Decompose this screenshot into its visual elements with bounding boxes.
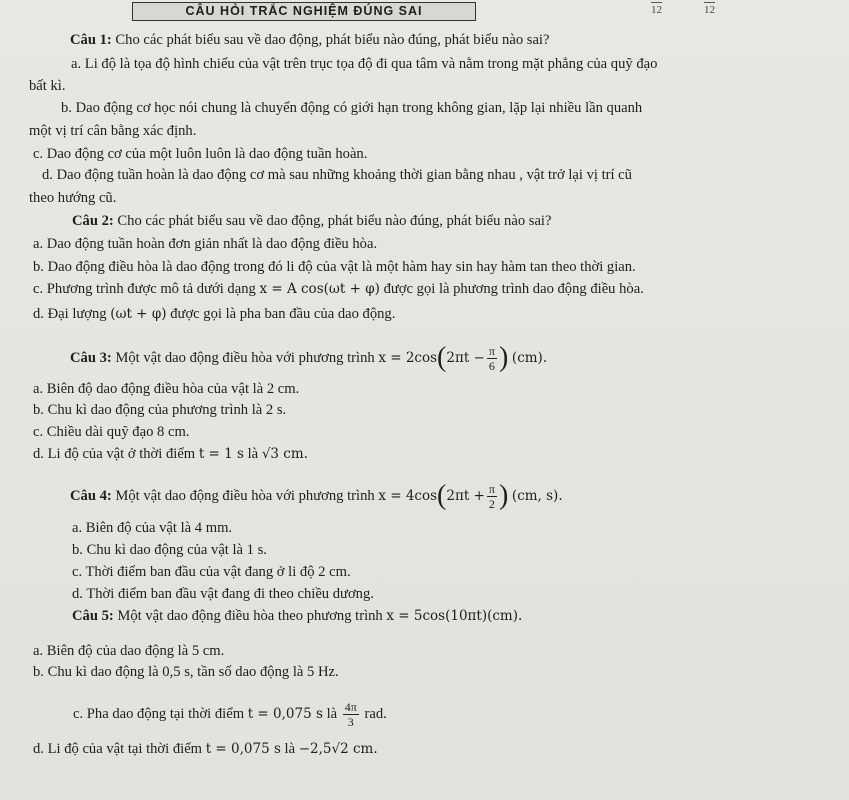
corner-mark: 12 (704, 4, 715, 16)
q2-option-a: a. Dao động tuần hoàn đơn giản nhất là dao động điều hòa. (33, 236, 378, 252)
q3-option-b: b. Chu kì dao động của phương trình là 2 s. (33, 402, 287, 418)
q4-option-a: a. Biên độ của vật là 4 mm. (72, 520, 233, 536)
formula: x = 5cos(10πt)(cm). (386, 608, 523, 624)
fraction: $\frac{\pi}{2}$ (488, 482, 495, 512)
question-4: Câu 4: Một vật dao động điều hòa với phương trình x = 4cos(2πt + $\frac{\pi}{2}$ ) (cm, s). (70, 480, 563, 512)
question-2: Câu 2: Cho các phát biểu sau về dao động, phát biểu nào đúng, phát biểu nào sai? (72, 213, 552, 229)
q4-option-c: c. Thời điểm ban đầu của vật đang ở li độ 2 cm. (72, 564, 351, 580)
q1-option-c: c. Dao động cơ của một luôn luôn là dao động tuần hoàn. (33, 146, 368, 162)
fraction: $\frac{\pi}{6}$ (488, 344, 495, 374)
question-5: Câu 5: Một vật dao động điều hòa theo phương trình x = 5cos(10πt)(cm). (72, 608, 523, 624)
formula: x = 2cos (378, 350, 438, 366)
q5-option-a: a. Biên độ của dao động là 5 cm. (33, 643, 225, 659)
q3-option-d: d. Li độ của vật ở thời điểm t = 1 s là √3 cm. (33, 446, 308, 462)
q3-option-c: c. Chiều dài quỹ đạo 8 cm. (33, 424, 190, 440)
q5-option-c: c. Pha dao động tại thời điểm t = 0,075 s là $\frac{4\pi}{3}$ rad. (73, 700, 387, 729)
q4-option-b: b. Chu kì dao động của vật là 1 s. (72, 542, 267, 558)
section-header: CÂU HỎI TRẮC NGHIỆM ĐÚNG SAI (132, 2, 476, 21)
question-3: Câu 3: Một vật dao động điều hòa với phương trình x = 2cos(2πt − $\frac{\pi}{6}$ ) (cm). (70, 342, 548, 374)
q5-option-d: d. Li độ của vật tại thời điểm t = 0,075 s là −2,5√2 cm. (33, 741, 378, 757)
q4-option-d: d. Thời điểm ban đầu vật đang đi theo chiều dương. (72, 586, 374, 602)
q5-option-b: b. Chu kì dao động là 0,5 s, tần số dao động là 5 Hz. (33, 664, 339, 680)
q1-option-a-cont: bất kì. (29, 78, 66, 94)
q1-option-a: a. Li độ là tọa độ hình chiếu của vật trên trục tọa độ đi qua tâm và nằm trong mặt phẳng của quỹ đạo (71, 56, 658, 72)
fraction: $\frac{4\pi}{3}$ (344, 700, 357, 729)
q1-option-b: b. Dao động cơ học nói chung là chuyển động có giới hạn trong không gian, lặp lại nhiều lần quanh (61, 100, 643, 116)
q2-option-c: c. Phương trình được mô tả dưới dạng x = A cos(ωt + φ) được gọi là phương trình dao động điều hòa. (33, 281, 644, 297)
corner-mark: 12 (651, 4, 662, 16)
formula: x = 4cos (378, 488, 438, 504)
q1-option-d-cont: theo hướng cũ. (29, 190, 117, 206)
question-1: Câu 1: Cho các phát biểu sau về dao động, phát biểu nào đúng, phát biểu nào sai? (70, 32, 550, 48)
formula: x = A cos(ωt + φ) (259, 281, 380, 297)
q3-option-a: a. Biên độ dao động điều hòa của vật là 2 cm. (33, 381, 300, 397)
q2-option-b: b. Dao động điều hòa là dao động trong đó li độ của vật là một hàm hay sin hay hàm tan theo thời gian. (33, 259, 636, 275)
q2-option-d: d. Đại lượng (ωt + φ) được gọi là pha ban đầu của dao động. (33, 306, 396, 322)
q1-option-b-cont: một vị trí cân bằng xác định. (29, 123, 197, 139)
q1-option-d: d. Dao động tuần hoàn là dao động cơ mà sau những khoảng thời gian bằng nhau , vật trở lại vị trí cũ (42, 167, 632, 183)
formula: (ωt + φ) (110, 306, 167, 322)
